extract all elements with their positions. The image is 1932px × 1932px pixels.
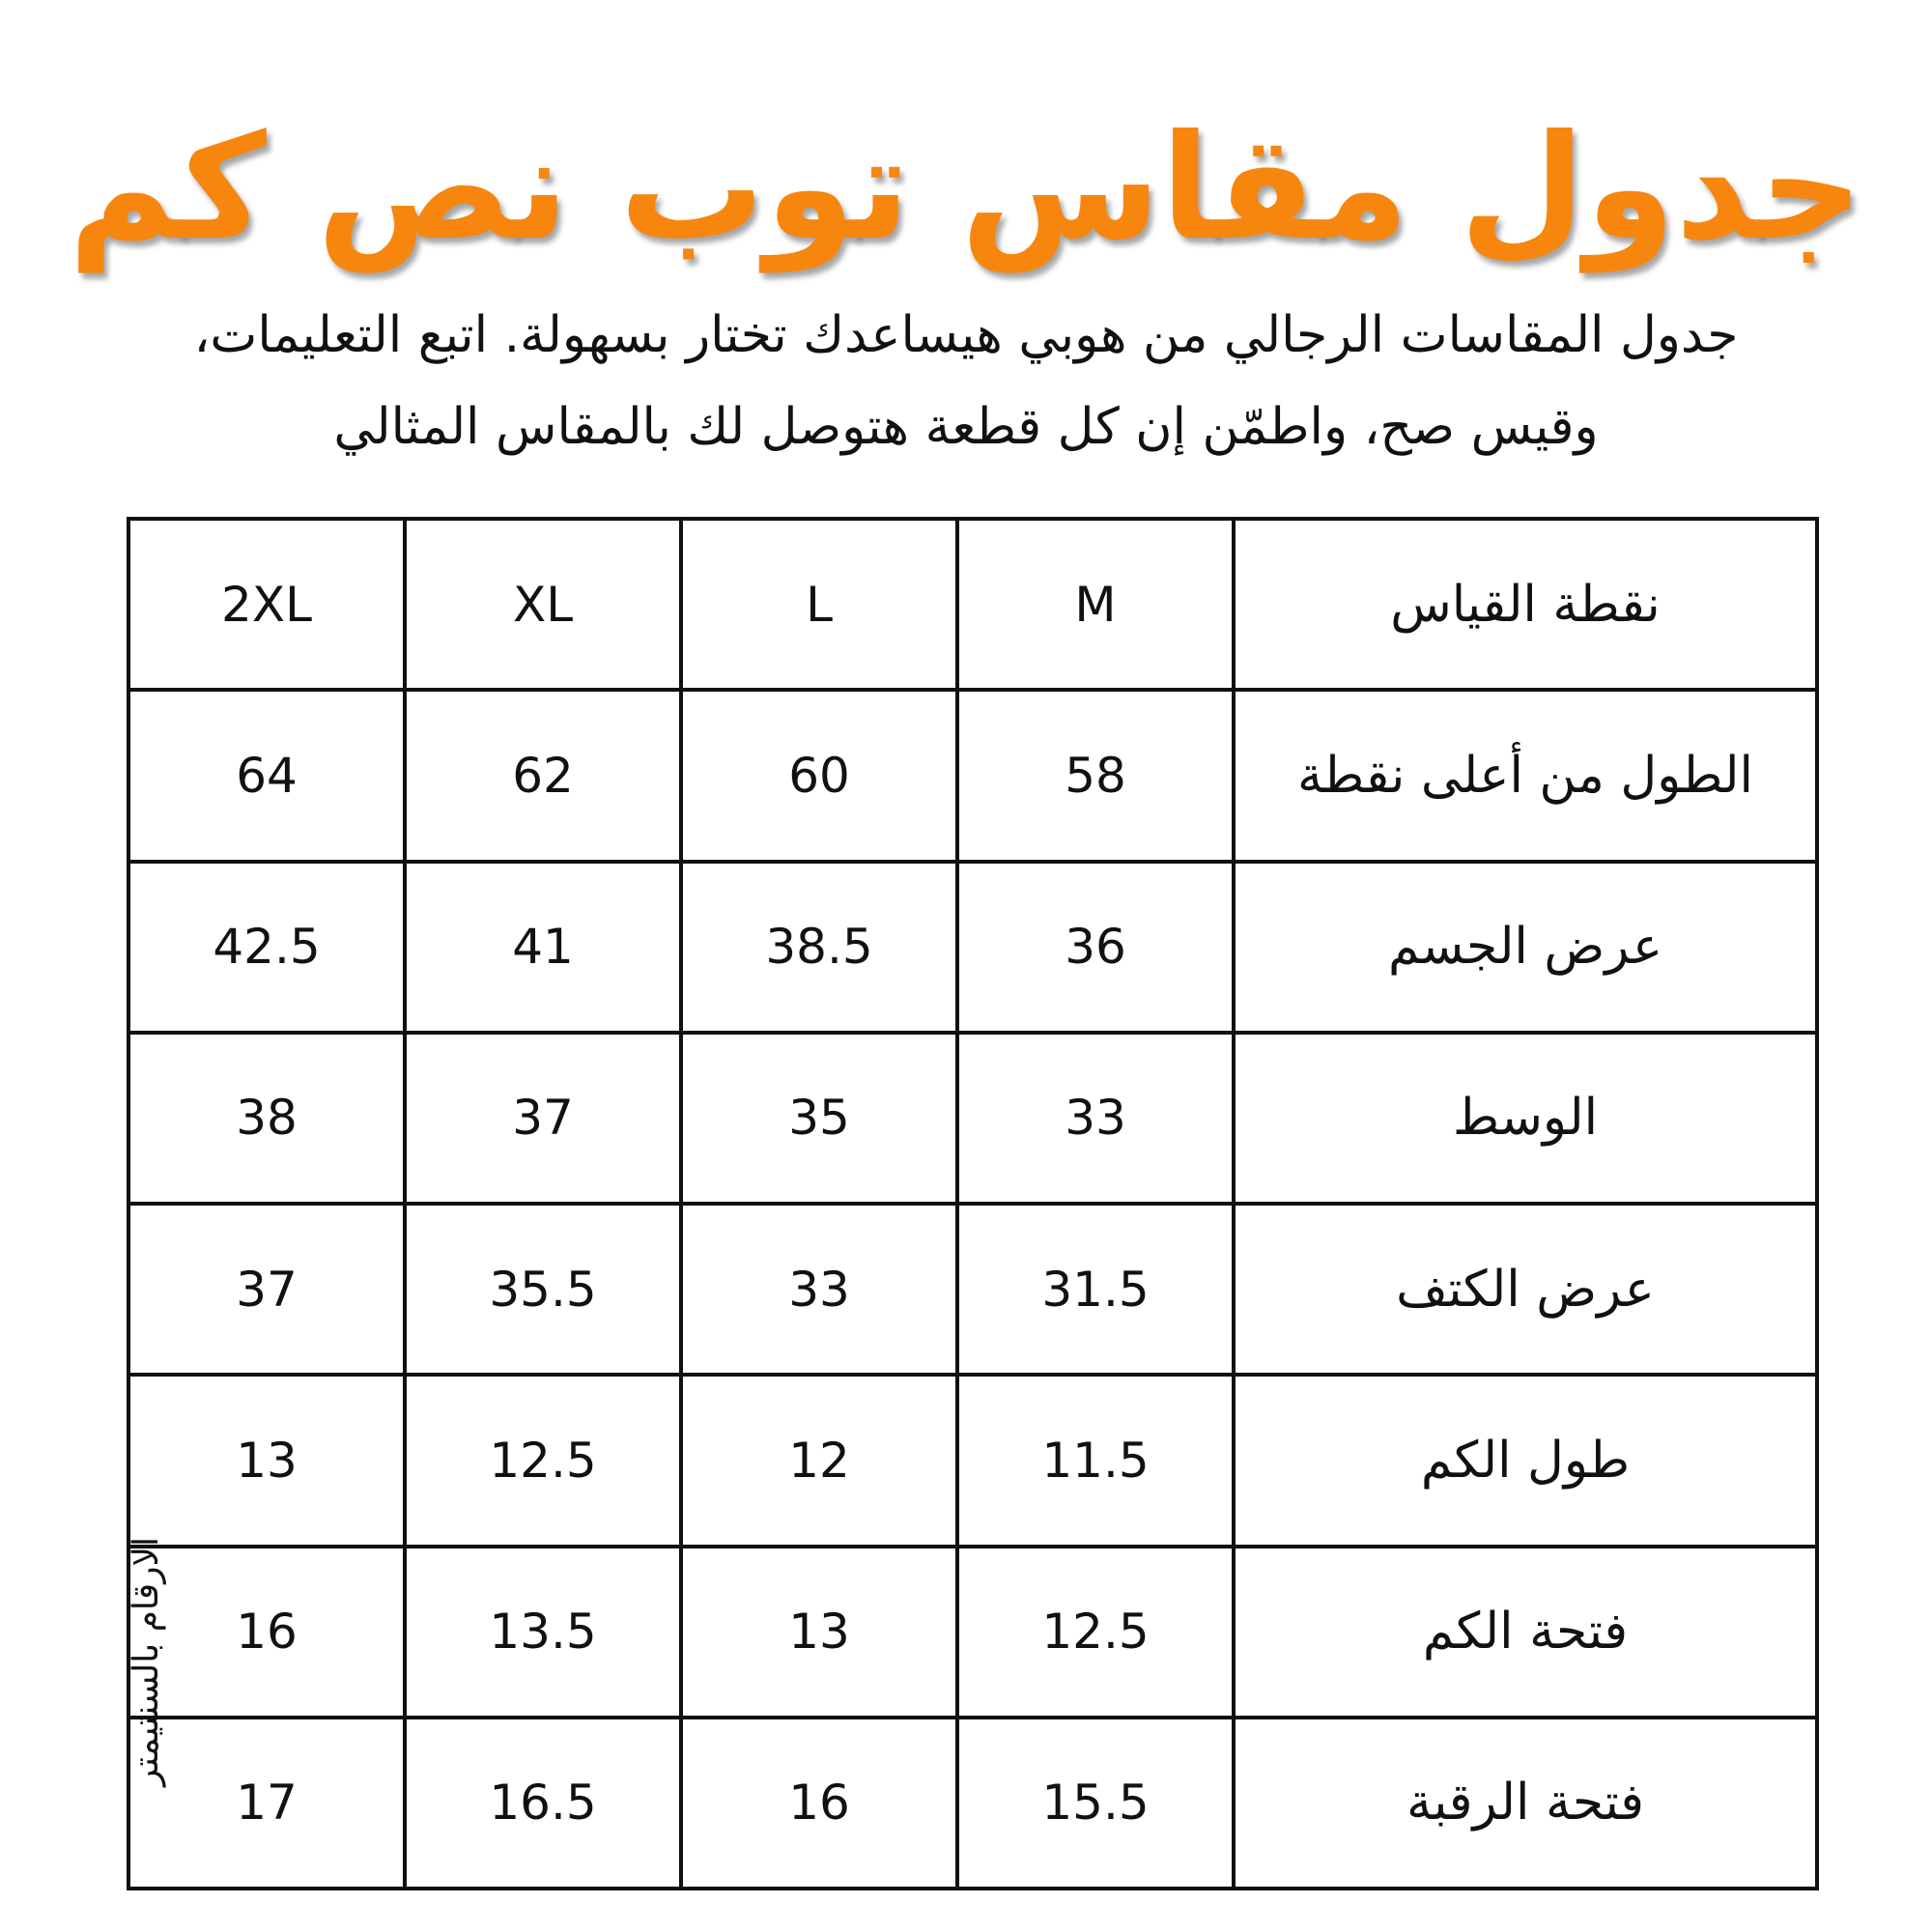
row-label: فتحة الرقبة bbox=[1234, 1718, 1817, 1889]
table-cell: 13 bbox=[681, 1547, 957, 1718]
page-title: جدول مقاس توب نص كم bbox=[68, 104, 1864, 272]
table-cell: 16 bbox=[128, 1547, 405, 1718]
table-cell: 16 bbox=[681, 1718, 957, 1889]
table-cell: 33 bbox=[681, 1204, 957, 1375]
table-cell: 11.5 bbox=[957, 1375, 1234, 1546]
header-size-l: L bbox=[681, 519, 957, 690]
subtitle bbox=[97, 290, 1835, 473]
table-header-row bbox=[128, 519, 1817, 690]
header-measurement-point: نقطة القياس bbox=[1234, 519, 1817, 690]
table-cell: 64 bbox=[128, 690, 405, 861]
table-cell: 36 bbox=[957, 862, 1234, 1033]
table-cell: 33 bbox=[957, 1033, 1234, 1204]
table-row bbox=[128, 1033, 1817, 1204]
row-label: طول الكم bbox=[1234, 1375, 1817, 1546]
table-cell: 42.5 bbox=[128, 862, 405, 1033]
table-cell: 35 bbox=[681, 1033, 957, 1204]
table-row bbox=[128, 690, 1817, 861]
subtitle-line-2: وقيس صح، واطمّن إن كل قطعة هتوصل لك بالمقاس المثالي bbox=[333, 398, 1599, 456]
row-label: عرض الكتف bbox=[1234, 1204, 1817, 1375]
table-row bbox=[128, 1718, 1817, 1889]
table-cell: 12.5 bbox=[405, 1375, 681, 1546]
table-cell: 12 bbox=[681, 1375, 957, 1546]
table-cell: 13.5 bbox=[405, 1547, 681, 1718]
table-cell: 37 bbox=[405, 1033, 681, 1204]
table-cell: 15.5 bbox=[957, 1718, 1234, 1889]
unit-note: الارقام بالسنتيمتر bbox=[127, 1536, 166, 1787]
table-cell: 12.5 bbox=[957, 1547, 1234, 1718]
table-cell: 37 bbox=[128, 1204, 405, 1375]
table-row bbox=[128, 862, 1817, 1033]
row-label: الوسط bbox=[1234, 1033, 1817, 1204]
table-row bbox=[128, 1375, 1817, 1546]
table-cell: 31.5 bbox=[957, 1204, 1234, 1375]
table-row bbox=[128, 1547, 1817, 1718]
table-cell: 60 bbox=[681, 690, 957, 861]
table-cell: 41 bbox=[405, 862, 681, 1033]
size-table bbox=[127, 517, 1819, 1890]
row-label: فتحة الكم bbox=[1234, 1547, 1817, 1718]
table-cell: 38.5 bbox=[681, 862, 957, 1033]
table-row bbox=[128, 1204, 1817, 1375]
table-cell: 38 bbox=[128, 1033, 405, 1204]
table-cell: 62 bbox=[405, 690, 681, 861]
row-label: عرض الجسم bbox=[1234, 862, 1817, 1033]
table-cell: 58 bbox=[957, 690, 1234, 861]
table-cell: 17 bbox=[128, 1718, 405, 1889]
header-size-xl: XL bbox=[405, 519, 681, 690]
table-cell: 35.5 bbox=[405, 1204, 681, 1375]
subtitle-line-1: جدول المقاسات الرجالي من هوبي هيساعدك تختار بسهولة. اتبع التعليمات، bbox=[193, 306, 1739, 364]
header-size-m: M bbox=[957, 519, 1234, 690]
table-cell: 13 bbox=[128, 1375, 405, 1546]
table-cell: 16.5 bbox=[405, 1718, 681, 1889]
header-size-2xl: 2XL bbox=[128, 519, 405, 690]
row-label: الطول من أعلى نقطة bbox=[1234, 690, 1817, 861]
